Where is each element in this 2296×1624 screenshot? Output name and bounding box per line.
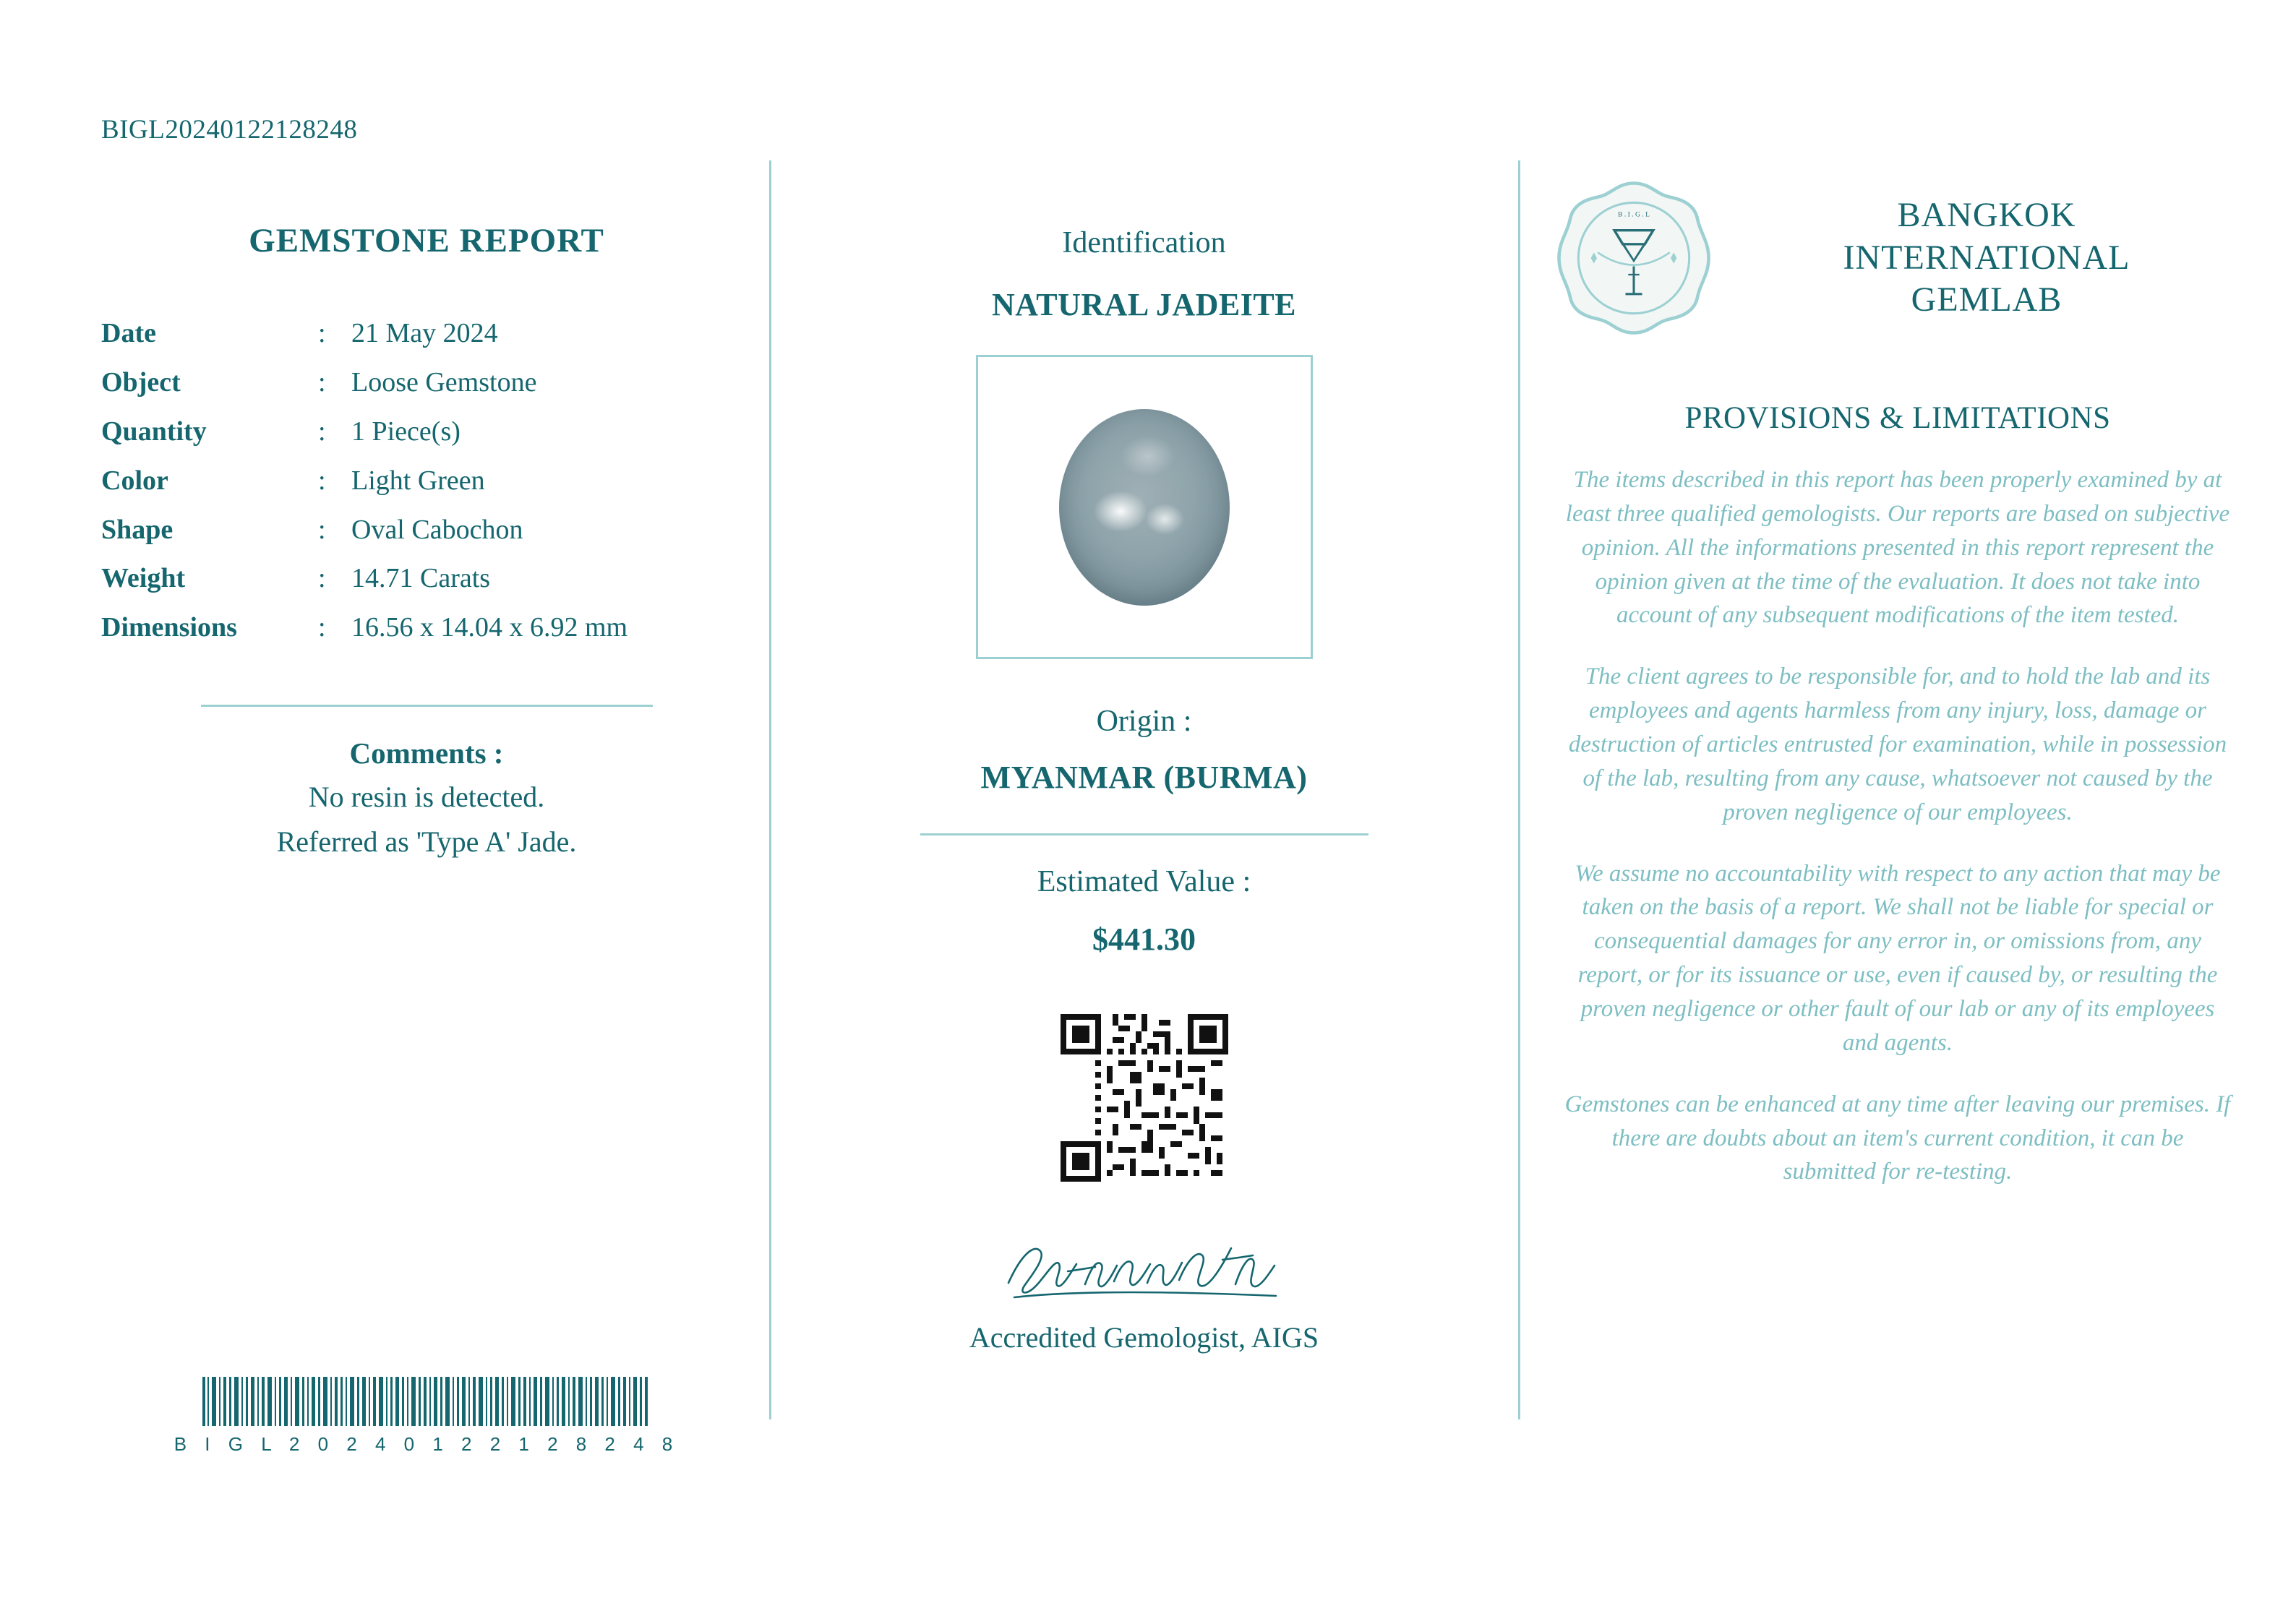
brand-line-2: INTERNATIONAL xyxy=(1843,238,2130,277)
spec-value: 14.71 Carats xyxy=(351,563,491,594)
barcode-number: B I G L 2 0 2 4 0 1 2 2 1 2 8 2 4 8 xyxy=(174,1433,680,1455)
spec-label: Color xyxy=(101,465,168,496)
spec-colon: : xyxy=(318,514,326,545)
brand-line-1: BANGKOK xyxy=(1897,196,2076,235)
provision-paragraph-2: The client agrees to be responsible for, and to hold the lab and its employees and agents harmless from any injury, loss, damage or destruction of articles entrusted for examination, while in possession of the lab, resulting from any cause, whatsoever not caused by the proven negligence of our employees. xyxy=(1568,663,2227,825)
svg-text:B . I . G . L: B . I . G . L xyxy=(1618,210,1650,219)
spec-colon: : xyxy=(318,465,326,496)
spec-label: Dimensions xyxy=(101,612,237,643)
comments-line-2: Referred as 'Type A' Jade. xyxy=(276,825,577,859)
middle-column xyxy=(795,160,1493,1354)
estimated-value-amount: $441.30 xyxy=(1092,921,1196,957)
spec-colon: : xyxy=(318,563,326,594)
barcode-block xyxy=(101,1377,752,1456)
signature-caption: Accredited Gemologist, AIGS xyxy=(969,1321,1319,1354)
spec-label: Quantity xyxy=(101,416,207,447)
right-column xyxy=(1547,160,2248,1189)
provision-paragraph-1: The items described in this report has been properly examined by at least three qualified gemologists. Our reports are based on subjective opinion. All the informations presented in this report represent the opinion given at the time of the evaluation. It does not take into account of any subsequent modifications of the item tested. xyxy=(1565,467,2230,629)
spec-value: Light Green xyxy=(351,465,485,496)
identification-label: Identification xyxy=(1062,226,1226,259)
gem-photo-frame xyxy=(976,355,1313,659)
table-row xyxy=(101,603,752,653)
spec-colon: : xyxy=(318,416,326,447)
origin-label: Origin : xyxy=(1096,705,1192,738)
spec-colon: : xyxy=(318,612,326,643)
provisions-title: PROVISIONS & LIMITATIONS xyxy=(1684,401,2111,435)
table-row xyxy=(101,358,752,408)
brand-header xyxy=(1547,175,2248,341)
section-divider xyxy=(201,705,653,707)
spec-label: Shape xyxy=(101,514,174,545)
bangkok-international-gemlab-logo-icon xyxy=(1547,175,1721,341)
section-divider xyxy=(920,833,1368,835)
identification-value: NATURAL JADEITE xyxy=(991,287,1297,322)
spec-value: 16.56 x 14.04 x 6.92 mm xyxy=(351,612,628,643)
column-divider-right xyxy=(1518,160,1520,1419)
column-divider-left xyxy=(769,160,771,1419)
page-title: GEMSTONE REPORT xyxy=(249,222,604,259)
spec-colon: : xyxy=(318,318,326,348)
spec-label: Date xyxy=(101,318,156,348)
barcode-icon xyxy=(202,1377,651,1426)
spec-value: Oval Cabochon xyxy=(351,514,523,545)
specs-table xyxy=(101,309,752,653)
spec-value: Loose Gemstone xyxy=(351,366,537,398)
spec-value: 21 May 2024 xyxy=(351,318,498,348)
table-row xyxy=(101,457,752,506)
table-row xyxy=(101,506,752,555)
comments-title: Comments : xyxy=(349,736,504,770)
spec-colon: : xyxy=(318,366,326,398)
origin-value: MYANMAR (BURMA) xyxy=(980,760,1308,795)
report-number: BIGL20240122128248 xyxy=(101,115,358,145)
spec-value: 1 Piece(s) xyxy=(351,416,461,447)
brand-line-3: GEMLAB xyxy=(1911,280,2062,319)
comments-line-1: No resin is detected. xyxy=(308,781,545,814)
provision-paragraph-3: We assume no accountability with respect to any action that may be taken on the basis of a report. We shall not be liable for special or consequential damages for any error in, or omissions from, any report, or for its issuance or use, even if caused by, or resulting the proven negligence or other fault of our lab or any of its employees and agents. xyxy=(1575,860,2221,1056)
left-column xyxy=(101,160,752,860)
table-row xyxy=(101,554,752,603)
estimated-value-label: Estimated Value : xyxy=(1037,865,1251,898)
gemologist-signature-icon xyxy=(993,1226,1296,1313)
spec-label: Weight xyxy=(101,563,186,594)
spec-label: Object xyxy=(101,366,181,398)
provision-paragraph-4: Gemstones can be enhanced at any time after leaving our premises. If there are doubts about an item's current condition, it can be submitted for re-testing. xyxy=(1564,1091,2231,1185)
qr-code-icon[interactable] xyxy=(1061,1014,1228,1182)
table-row xyxy=(101,309,752,358)
oval-cabochon-jadeite-photo xyxy=(1059,409,1230,606)
table-row xyxy=(101,408,752,457)
brand-title xyxy=(1721,194,2248,322)
